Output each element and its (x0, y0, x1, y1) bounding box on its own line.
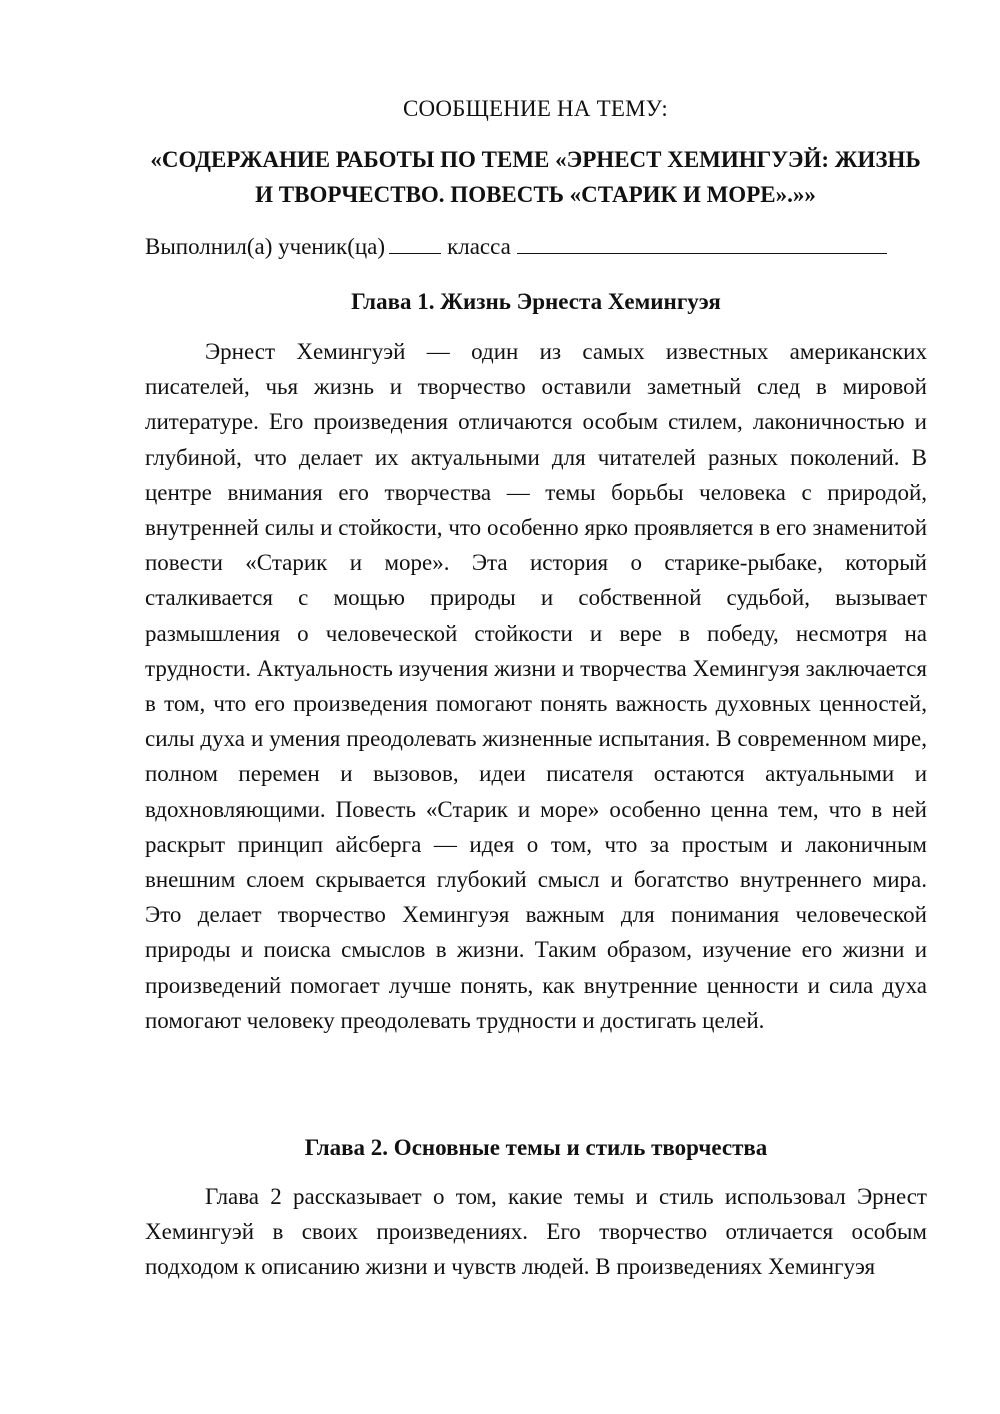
document-type-label: СООБЩЕНИЕ НА ТЕМУ: (403, 96, 668, 121)
class-number-blank (389, 231, 441, 254)
document-title: «СОДЕРЖАНИЕ РАБОТЫ ПО ТЕМЕ «ЭРНЕСТ ХЕМИНГУЭЙ: ЖИЗНЬ И ТВОРЧЕСТВО. ПОВЕСТЬ «СТАРИК И МОРЕ».»» (150, 147, 921, 207)
chapter-1-heading: Глава 1. Жизнь Эрнеста Хемингуэя (351, 289, 721, 314)
author-line (145, 231, 935, 262)
student-name-blank (517, 231, 887, 254)
chapter-1-paragraph: Эрнест Хемингуэй — один из самых известных американских писателей, чья жизнь и творчество оставили заметный след в мировой литературе. Его произведения отличаются особым стилем, лаконичностью и глубиной, что делает их актуальными для читателей разных поколений. В центре внимания его творчества — темы борьбы человека с природой, внутренней силы и стойкости, что особенно ярко проявляется в его знаменитой повести «Старик и море». Эта история о старике-рыбаке, который сталкивается с мощью природы и собственной судьбой, вызывает размышления о человеческой стойкости и вере в победу, несмотря на трудности. Актуальность изучения жизни и творчества Хемингуэя заключается в том, что его произведения помогают понять важность духовных ценностей, силы духа и умения преодолевать жизненные испытания. В современном мире, полном перемен и вызовов, идеи писателя остаются актуальными и вдохновляющими. Повесть «Старик и море» особенно ценна тем, что в ней раскрыт принцип айсберга — идея о том, что за простым и лаконичным внешним слоем скрывается глубокий смысл и богатство внутреннего мира. Это делает творчество Хемингуэя важным для понимания человеческой природы и поиска смыслов в жизни. Таким образом, изучение его жизни и произведений помогает лучше понять, как внутренние ценности и сила духа помогают человеку преодолевать трудности и достигать целей. (145, 339, 927, 1033)
chapter-2-heading: Глава 2. Основные темы и стиль творчества (304, 1135, 768, 1160)
performed-by-label: Выполнил(а) ученик(ца) (145, 234, 386, 259)
class-label: класса (447, 234, 511, 259)
chapter-2-paragraph: Глава 2 рассказывает о том, какие темы и стиль использовал Эрнест Хемингуэй в своих произведениях. Его творчество отличается особым подходом к описанию жизни и чувств людей. В произведениях Хемингуэя (145, 1184, 927, 1280)
